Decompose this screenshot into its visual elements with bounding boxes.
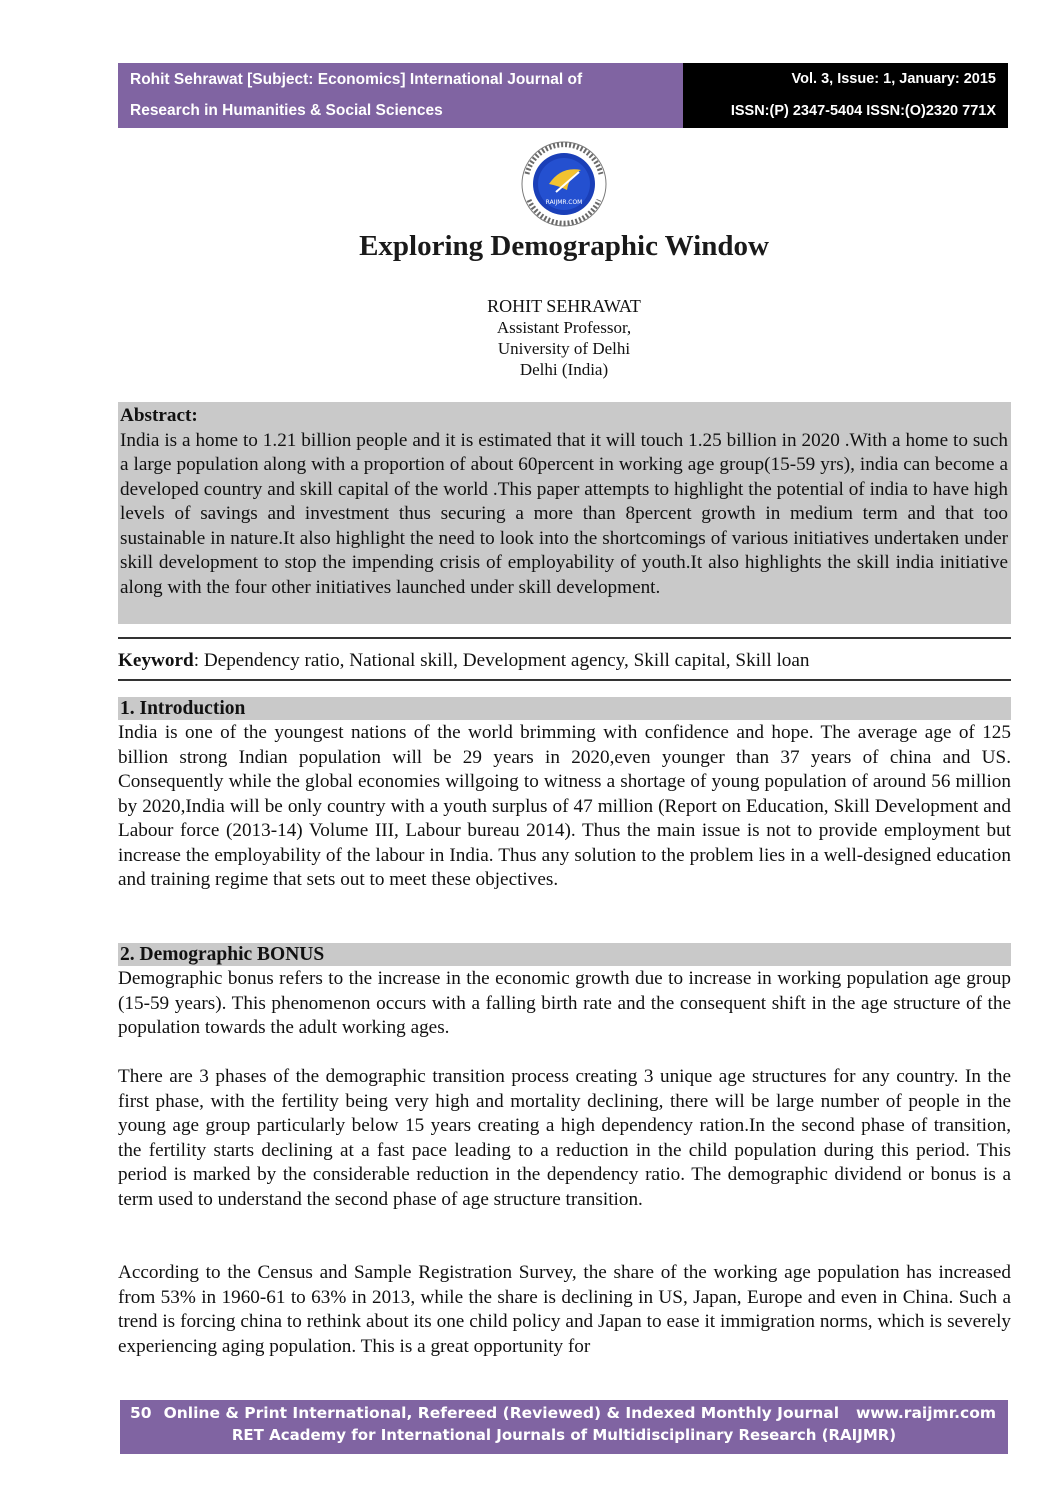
journal-footer <box>120 1400 1008 1454</box>
keywords <box>118 649 1011 674</box>
svg-text:RAIJMR.COM: RAIJMR.COM <box>545 199 583 206</box>
author-position: Assistant Professor, <box>496 318 632 337</box>
bonus-paragraph-1: Demographic bonus refers to the increase in the economic growth due to increase in working population age group (15-59 years). This phenomenon occurs with a falling birth rate and the consequent shift in the age structure of the population towards the adult working ages. <box>118 968 1011 1038</box>
bonus-paragraph-3: According to the Census and Sample Registration Survey, the share of the working age population has increased from 53% in 1960-61 to 63% in 2013, while the share is declining in US, Japan, Europe and even in China. Such a trend is forcing china to rethink about its one child policy and Japan to ease it immigration norms, which is severely experiencing aging population. This is a great opportunity for <box>118 1262 1011 1357</box>
journal-header-right <box>683 63 1008 128</box>
abstract-text: India is a home to 1.21 billion people and it is estimated that it will touch 1.25 billion in 2020 .With a home to such a large population along with a proportion of about 60percent in working age group(15-59 yrs), india can become a developed country and skill capital of the world .This paper attempts to highlight the potential of india to have high levels of savings and investment thus securing a more than 8percent growth in medium term and that too sustainable in nature.It also highlight the need to look into the shortcomings of various initiatives undertaken under skill development to stop the impending crisis of employability of youth.It also highlights the skill india initiative along with the four other initiatives launched under skill development. <box>120 429 1008 598</box>
keywords-text: : Dependency ratio, National skill, Development agency, Skill capital, Skill loan <box>193 650 810 671</box>
issn-info: ISSN:(P) 2347-5404 ISSN:(O)2320 771X <box>730 103 996 119</box>
footer-publisher: RET Academy for International Journals of Multidisciplinary Research (RAIJMR) <box>231 1426 897 1444</box>
section-heading-demographic-bonus: 2. Demographic BONUS <box>118 943 1011 966</box>
journal-header <box>118 63 1008 128</box>
footer-journal-type: Online & Print International, Refereed (Reviewed) & Indexed Monthly Journal <box>163 1404 840 1422</box>
author-affiliation: University of Delhi <box>497 339 631 358</box>
journal-name-line1: Rohit Sehrawat [Subject: Economics] International Journal of <box>130 71 583 88</box>
raijmr-logo <box>509 140 619 232</box>
page-number: 50 <box>130 1404 152 1422</box>
divider-bottom <box>118 679 1011 681</box>
section-heading-introduction: 1. Introduction <box>118 697 1011 720</box>
footer-url[interactable]: www.raijmr.com <box>855 1404 996 1422</box>
author-block <box>0 296 1058 380</box>
divider-top <box>118 637 1011 639</box>
bonus-paragraph-2: There are 3 phases of the demographic transition process creating 3 unique age structures for any country. In the first phase, with the fertility being very high and mortality declining, there will be large number of people in the young age group particularly below 15 years creating a high dependency ration.In the second phase of transition, the fertility starts declining at a fast pace leading to a reduction in the child population during this period. This period is marked by the considerable reduction in the dependency ratio. The demographic dividend or bonus is a term used to understand the second phase of age structure transition. <box>118 1066 1011 1210</box>
paper-title: Exploring Demographic Window <box>359 230 769 262</box>
author-location: Delhi (India) <box>519 360 609 379</box>
keywords-label: Keyword <box>118 650 194 671</box>
introduction-text: India is one of the youngest nations of the world brimming with confidence and hope. The average age of 125 billion strong Indian population will be 29 years in 2020,even younger than 37 years of china and US. Consequently while the global economies willgoing to witness a shortage of young population of around 56 million by 2020,India will be only country with a youth surplus of 47 million (Report on Education, Skill Development and Labour force (2013-14) Volume III, Labour bureau 2014). Thus the main issue is not to provide employment but increase the employability of the labour in India. Thus any solution to the problem lies in a well-designed education and training regime that sets out to meet these objectives. <box>118 722 1011 890</box>
abstract-heading: Abstract: <box>120 405 198 426</box>
issue-info: Vol. 3, Issue: 1, January: 2015 <box>791 71 996 87</box>
journal-header-left <box>118 63 683 128</box>
abstract-box <box>118 402 1011 624</box>
journal-name-line2: Research in Humanities & Social Sciences <box>130 102 443 119</box>
author-name: ROHIT SEHRAWAT <box>487 296 641 316</box>
